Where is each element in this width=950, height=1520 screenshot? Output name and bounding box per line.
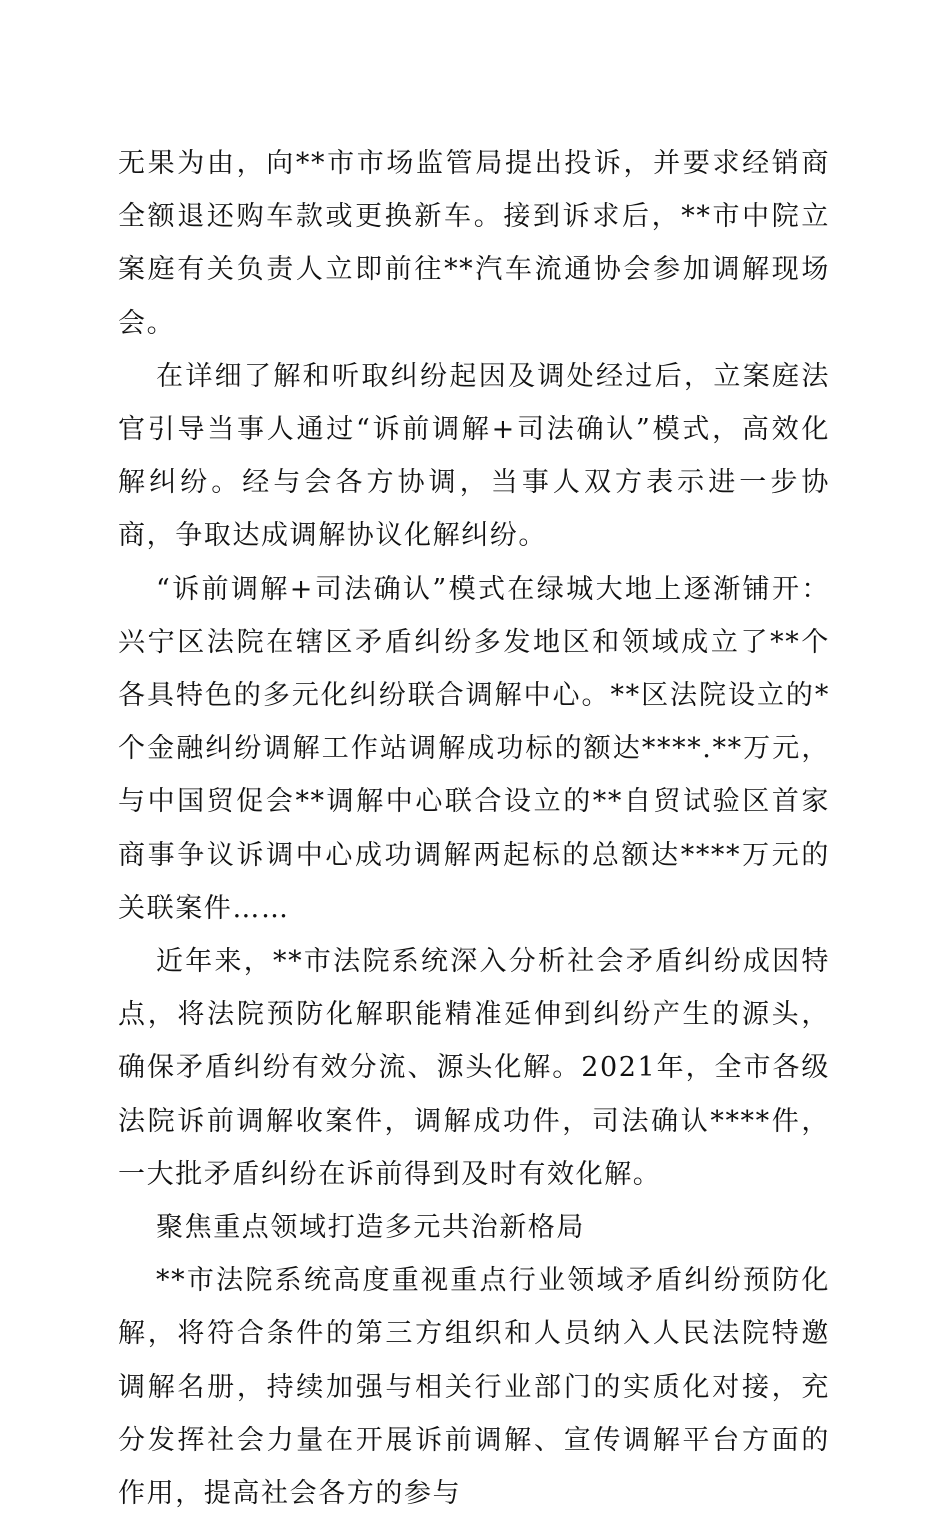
paragraph-complaint-continuation: 无果为由，向**市市场监管局提出投诉，并要求经销商全额退还购车款或更换新车。接到诉求后，**市中院立案庭有关负责人立即前往**汽车流通协会参加调解现场会。 — [118, 148, 830, 339]
document-body — [118, 137, 830, 1520]
section-heading: 聚焦重点领域打造多元共治新格局 — [156, 1212, 585, 1244]
paragraph-key-fields: **市法院系统高度重视重点行业领域矛盾纠纷预防化解，将符合条件的第三方组织和人员纳入人民法院特邀调解名册，持续加强与相关行业部门的实质化对接，充分发挥社会力量在开展诉前调解、宣传调解平台方面的作用，提高社会各方的参与 — [118, 1265, 830, 1510]
paragraph-mediation-guidance: 在详细了解和听取纠纷起因及调处经过后，立案庭法官引导当事人通过“诉前调解+司法确认”模式，高效化解纠纷。经与会各方协调，当事人双方表示进一步协商，争取达成调解协议化解纠纷。 — [118, 360, 830, 552]
paragraph-recent-years: 近年来，**市法院系统深入分析社会矛盾纠纷成因特点，将法院预防化解职能精准延伸到纠纷产生的源头，确保矛盾纠纷有效分流、源头化解。2021年，全市各级法院诉前调解收案件，调解成功件，司法确认****件，一大批矛盾纠纷在诉前得到及时有效化解。 — [118, 946, 830, 1190]
paragraph-model-rollout: “诉前调解+司法确认”模式在绿城大地上逐渐铺开：兴宁区法院在辖区矛盾纠纷多发地区和领域成立了**个各具特色的多元化纠纷联合调解中心。**区法院设立的*个金融纠纷调解工作站调解成功标的额达****.**万元，与中国贸促会**调解中心联合设立的**自贸试验区首家商事争议诉调中心成功调解两起标的总额达****万元的关联案件…… — [118, 573, 830, 924]
